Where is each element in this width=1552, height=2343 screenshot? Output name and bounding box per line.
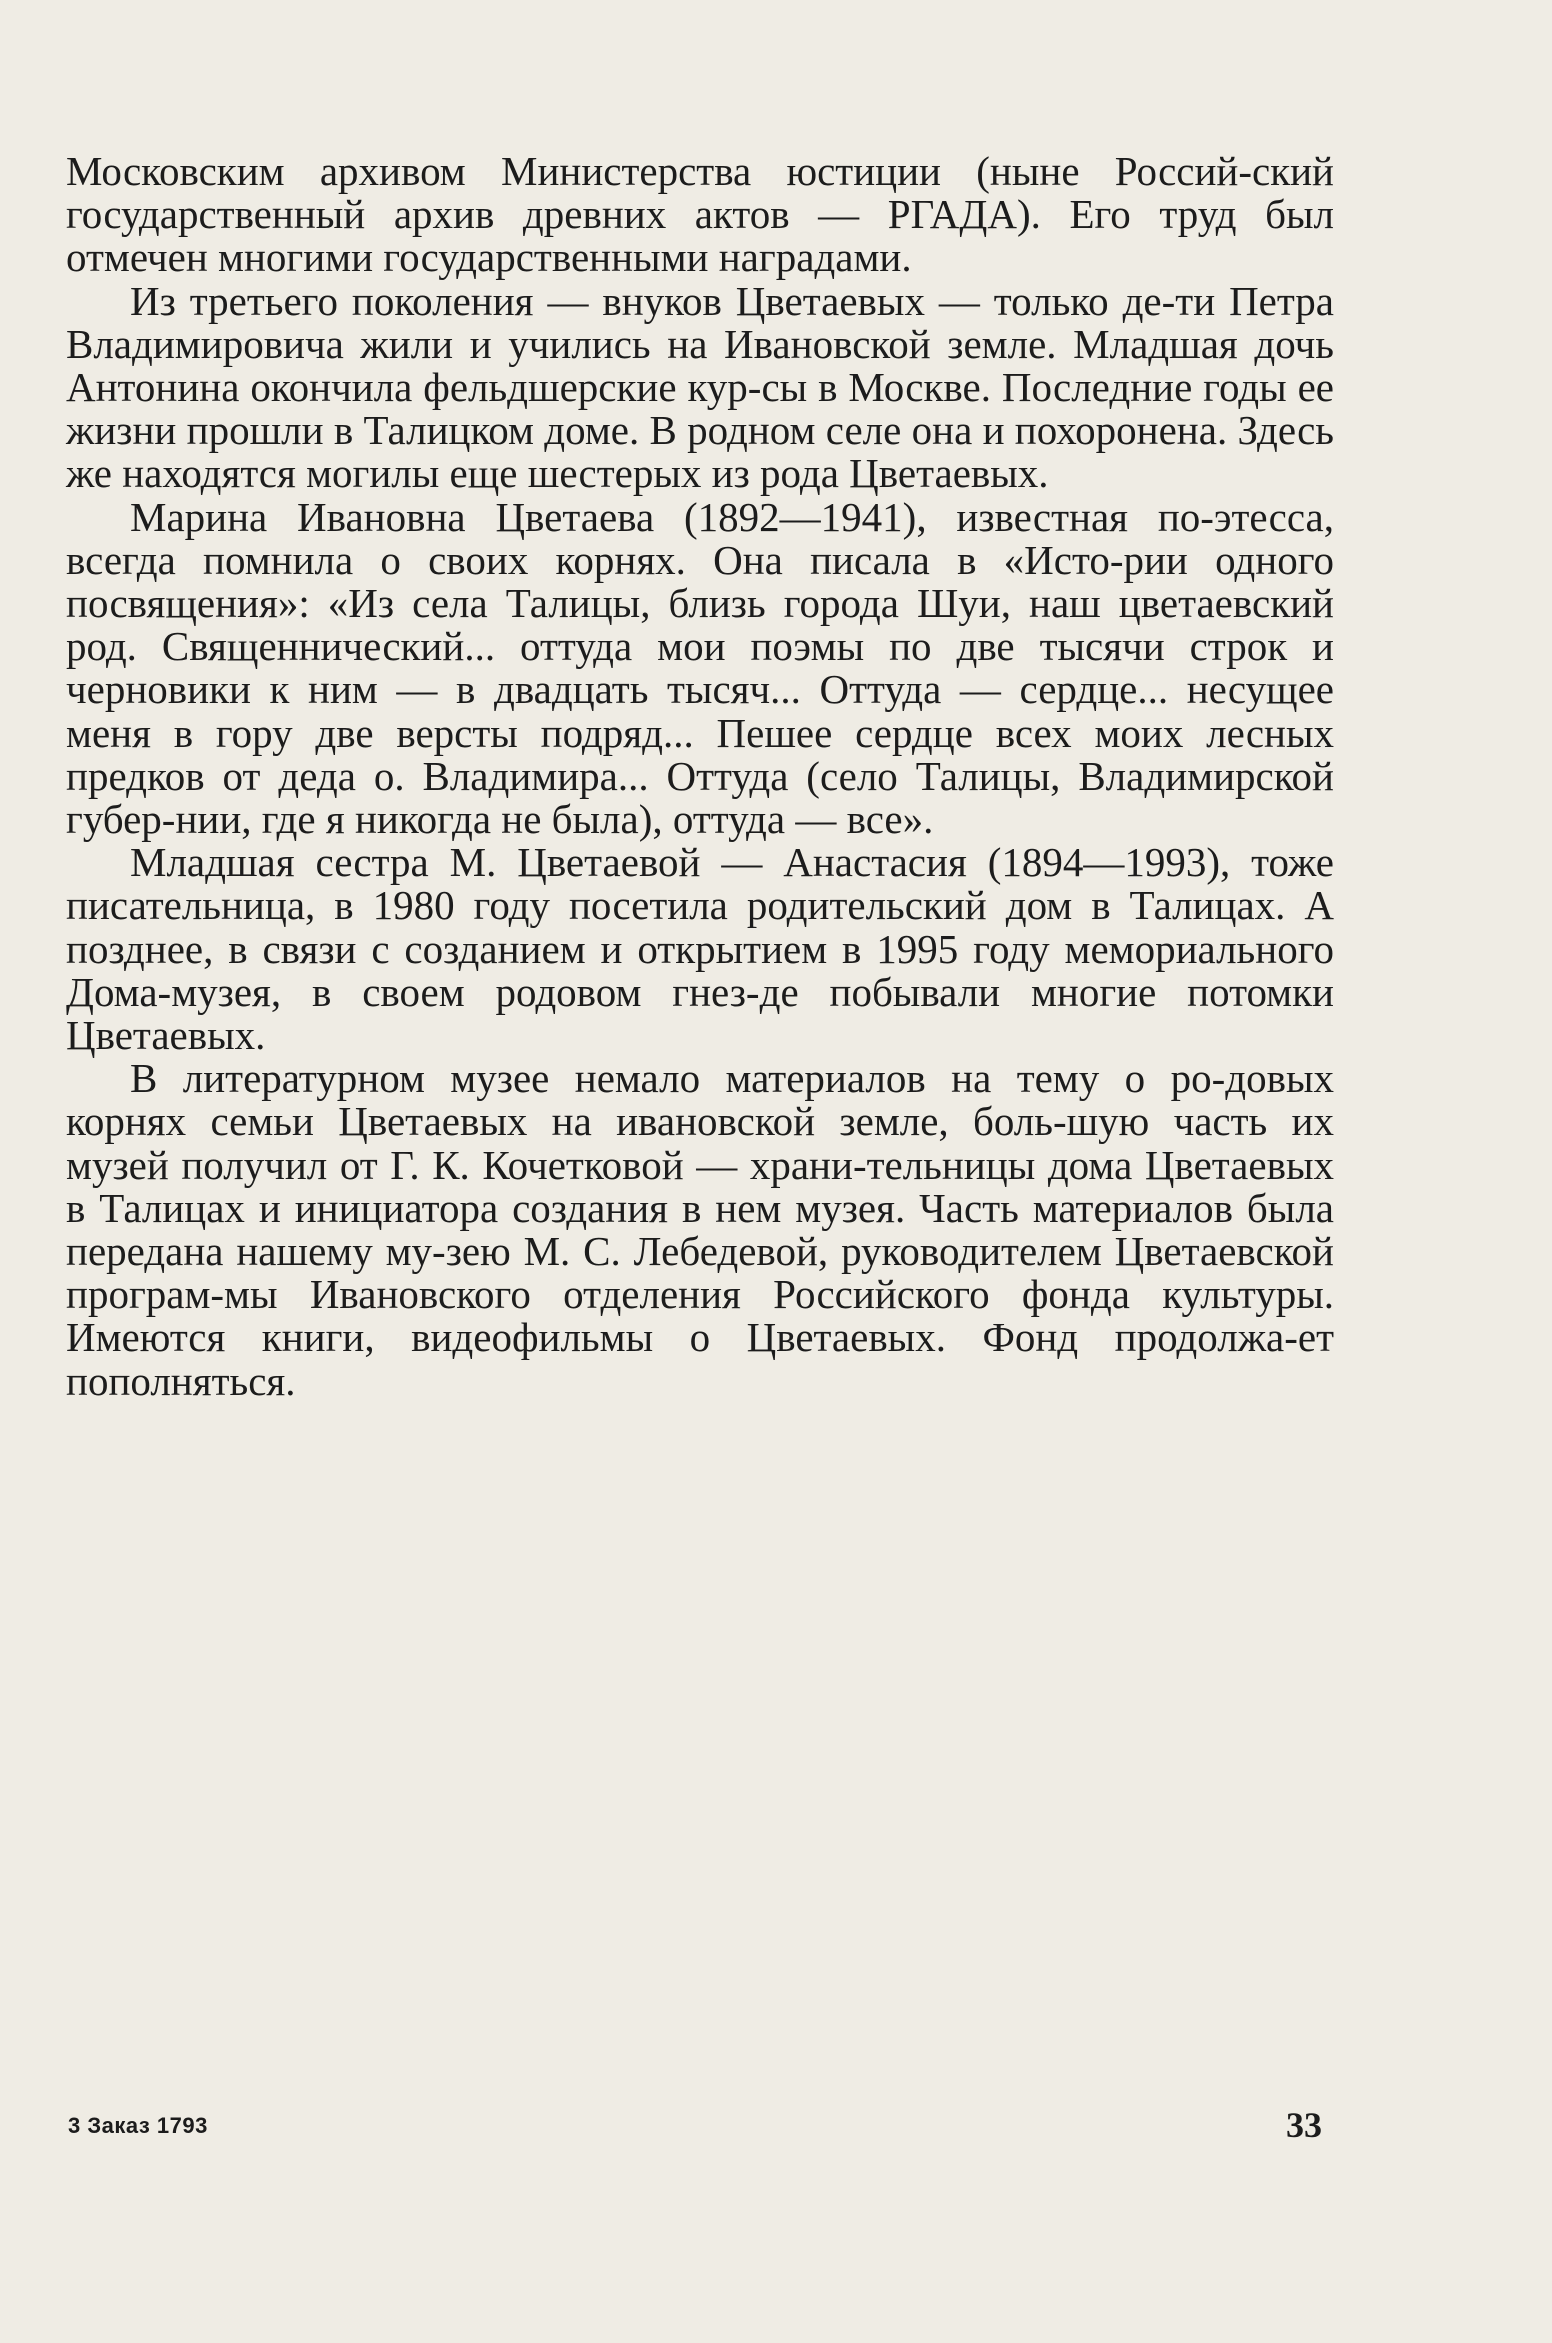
paragraph-5: В литературном музее немало материалов на тему о ро-довых корнях семьи Цветаевых на ивановской земле, боль-шую часть их музей получил от Г. К. Кочетковой — храни-тельницы дома Цветаевых в Талицах и инициатора создания в нем музея. Часть материалов была передана нашему му-зею М. С. Лебедевой, руководителем Цветаевской програм-мы Ивановского отделения Российского фонда культуры. Имеются книги, видеофильмы о Цветаевых. Фонд продолжа-ет пополняться. bbox=[66, 1055, 1334, 1404]
paragraph-3: Марина Ивановна Цветаева (1892—1941), известная по-этесса, всегда помнила о своих корнях. Она писала в «Исто-рии одного посвящения»: «Из села Талицы, близь города Шуи, наш цветаевский род. Священнический... оттуда мои поэмы по две тысячи строк и черновики к ним — в двадцать тысяч... Оттуда — сердце... несущее меня в гору две версты подряд... Пешее сердце всех моих лесных предков от деда о. Владимира... Оттуда (село Талицы, Владимирской губер-нии, где я никогда не была), оттуда — все». bbox=[66, 493, 1334, 843]
page-body bbox=[66, 150, 1334, 1403]
paragraph-4: Младшая сестра М. Цветаевой — Анастасия (1894—1993), тоже писательница, в 1980 году посетила родительский дом в Талицах. А позднее, в связи с созданием и открытием в 1995 году мемориального Дома-музея, в своем родовом гнез-де побывали многие потомки Цветаевых. bbox=[66, 839, 1334, 1059]
page-number: 33 bbox=[1286, 2105, 1322, 2145]
paragraph-2: Из третьего поколения — внуков Цветаевых — только де-ти Петра Владимировича жили и учились на Ивановской земле. Младшая дочь Антонина окончила фельдшерские кур-сы в Москве. Последние годы ее жизни прошли в Талицком доме. В родном селе она и похоронена. Здесь же находятся могилы еще шестерых из рода Цветаевых. bbox=[66, 277, 1334, 497]
paragraph-1: Московским архивом Министерства юстиции (ныне Россий-ский государственный архив древних актов — РГАДА). Его труд был отмечен многими государственными наградами. bbox=[66, 148, 1334, 281]
print-order-label: 3 Заказ 1793 bbox=[68, 2113, 208, 2138]
